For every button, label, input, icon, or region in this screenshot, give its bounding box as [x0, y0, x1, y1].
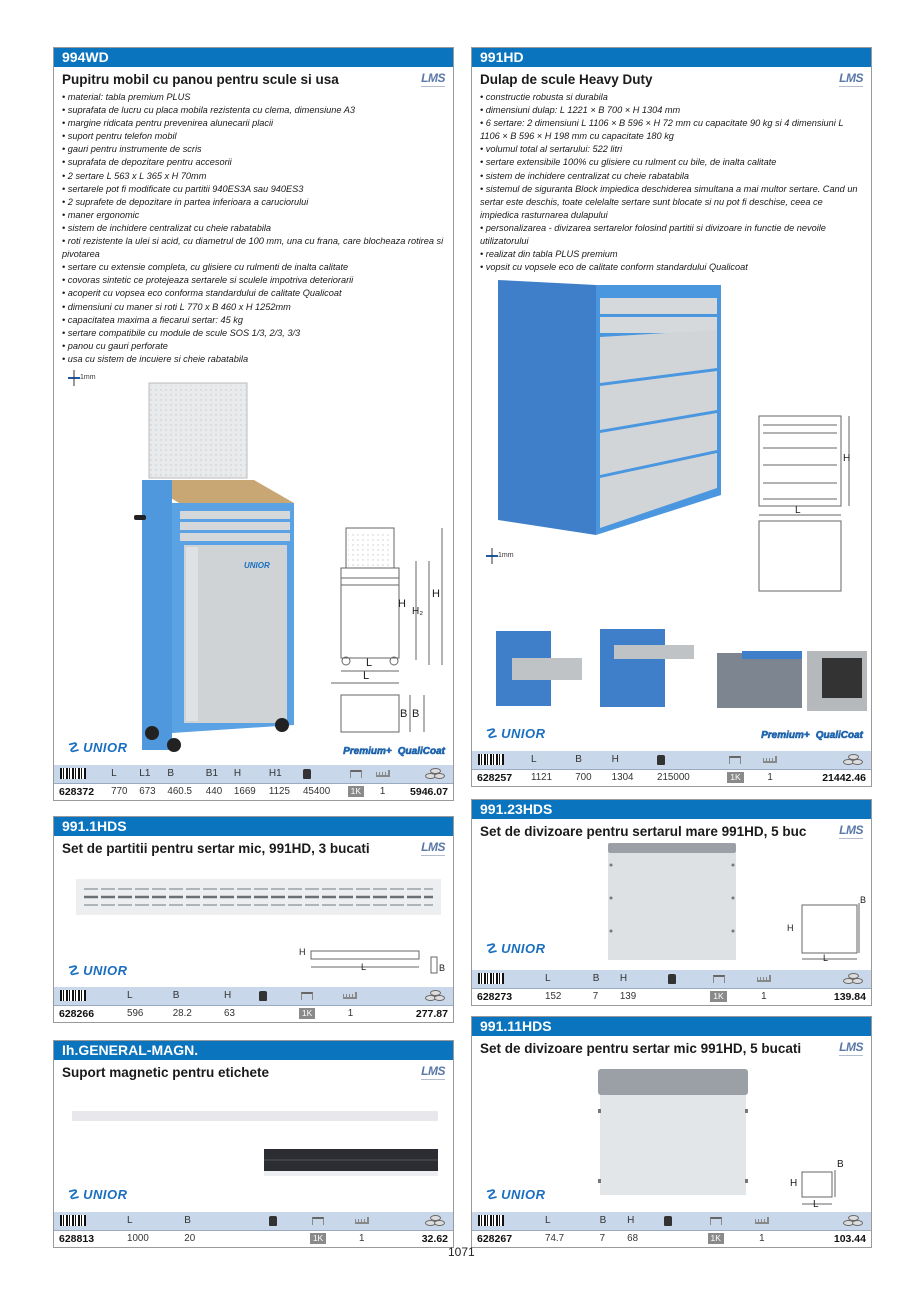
weight-value — [661, 1230, 691, 1247]
table-row — [472, 988, 871, 1005]
dim-label-b: B — [837, 1159, 844, 1170]
feature-item: • sertarele pot fi modificate cu partitii 940ES3A sau 940ES3 — [62, 183, 445, 196]
article-code: 628267 — [477, 1232, 513, 1245]
product-title — [54, 1060, 453, 1084]
weight-icon — [668, 974, 676, 984]
cell-value: 673 — [139, 786, 156, 798]
feature-item: • 6 sertare: 2 dimensiuni L 1106 × B 596 × H 72 mm cu capacitate 90 kg si 4 dimensiuni L 1106 × B 596 × H 198 mm cu capacitate 180 kg — [480, 117, 863, 143]
feature-item: • realizat din tabla PLUS premium — [480, 248, 863, 261]
article-code: 628813 — [59, 1232, 95, 1245]
unior-logo — [68, 1187, 128, 1203]
feature-item: • suport pentru telefon mobil — [62, 130, 445, 143]
unior-logo — [486, 1187, 546, 1203]
price-value: 5946.07 — [410, 785, 448, 798]
col-header: L — [127, 1215, 133, 1227]
product-card-991-1hds — [53, 816, 454, 1023]
spec-table — [54, 1212, 453, 1247]
feature-item: • acoperit cu vopsea eco conforma standardului de calitate Qualicoat — [62, 287, 445, 300]
dim-label-h2: H₂ — [412, 606, 424, 617]
cell-value: 1304 — [611, 772, 634, 784]
quantity-icon — [376, 770, 390, 777]
cell-value: 1669 — [233, 786, 256, 798]
feature-item: • sertare compatibile cu module de scule SOS 1/3, 2/3, 3/3 — [62, 327, 445, 340]
cell-value: 596 — [127, 1008, 144, 1020]
product-code-header: 991HD — [472, 48, 871, 67]
spec-table — [472, 1212, 871, 1247]
price-value: 32.62 — [421, 1232, 448, 1245]
dim-label-l: L — [823, 953, 829, 963]
unior-logo — [68, 740, 128, 756]
lms-logo-icon: LMS — [839, 1040, 863, 1054]
cell-value: 460.5 — [167, 786, 192, 798]
barcode-icon — [478, 754, 504, 765]
col-header: H — [627, 1215, 635, 1227]
cell-value: 440 — [205, 786, 223, 798]
article-code: 628372 — [59, 785, 95, 798]
col-header: H — [619, 973, 628, 985]
qty-value: 1 — [347, 1008, 354, 1020]
feature-list — [54, 91, 453, 366]
col-header: H — [611, 754, 619, 766]
dim-label-h: H — [432, 588, 440, 600]
premium-badge: Premium+ — [761, 730, 810, 741]
technical-drawing — [326, 523, 451, 733]
unior-logo — [68, 963, 128, 979]
col-header: B — [599, 1215, 607, 1227]
cell-value: 1121 — [531, 772, 553, 784]
feature-item: • sistem de inchidere centralizat cu cheie rabatabila — [480, 170, 863, 183]
qualicoat-badge: QualiCoat — [815, 730, 863, 741]
feature-item: • suprafata de depozitare pentru accesorii — [62, 156, 445, 169]
price-coins-icon — [425, 990, 447, 1002]
package-icon — [713, 975, 725, 983]
feature-list — [472, 91, 871, 274]
col-header: L1 — [139, 768, 151, 780]
price-coins-icon — [843, 1215, 865, 1227]
cell-value: 1000 — [127, 1233, 149, 1245]
col-header: B1 — [205, 768, 219, 780]
feature-item: • maner ergonomic — [62, 209, 445, 222]
lms-logo-icon: LMS — [421, 71, 445, 85]
article-code: 628273 — [477, 990, 513, 1003]
quantity-icon — [355, 1217, 369, 1224]
col-header: H — [224, 990, 232, 1002]
lms-logo-icon: LMS — [839, 71, 863, 85]
weight-value — [256, 1005, 285, 1022]
col-header: B — [592, 973, 600, 985]
product-title-text: Set de divizoare pentru sertarul mare 991HD, 5 buc — [480, 824, 807, 839]
lms-logo-icon: LMS — [421, 1064, 445, 1078]
col-header: B — [184, 1215, 191, 1227]
unior-logo — [486, 941, 546, 957]
premium-badge: Premium+ — [343, 746, 392, 757]
product-card-994wd — [53, 47, 454, 801]
dim-label-l: L — [795, 505, 801, 516]
package-icon — [729, 756, 741, 764]
feature-item: • 2 sertare L 563 x L 365 x H 70mm — [62, 170, 445, 183]
quantity-icon — [763, 756, 777, 763]
unior-logo-text: UNIOR — [501, 726, 546, 741]
unior-logo-icon: ☡ — [68, 740, 81, 755]
dim-label-l: L — [361, 962, 367, 972]
thickness-icon — [484, 548, 524, 566]
feature-item: • covoras sintetic ce protejeaza sertarele si sculele impotriva deteriorarii — [62, 274, 445, 287]
feature-item: • sertare extensibile 100% cu glisiere cu rulment cu bile, de inalta calitate — [480, 156, 863, 169]
price-value: 103.44 — [833, 1232, 866, 1245]
cell-value: 700 — [575, 772, 592, 784]
product-title — [472, 67, 871, 91]
spec-table — [472, 751, 871, 786]
qualicoat-badge: QualiCoat — [397, 746, 445, 757]
feature-item: • panou cu gauri perforate — [62, 340, 445, 353]
price-coins-icon — [425, 768, 447, 780]
feature-item: • sertare cu extensie completa, cu glisiere cu rulmenti de inalta calitate — [62, 261, 445, 274]
feature-item: • dimensiuni dulap: L 1221 × B 700 × H 1304 mm — [480, 104, 863, 117]
product-code-header: 991.11HDS — [472, 1017, 871, 1036]
qty-value: 1 — [761, 991, 767, 1003]
package-icon — [710, 1217, 722, 1225]
weight-value: 45400 — [302, 786, 331, 798]
product-title-text: Dulap de scule Heavy Duty — [480, 72, 653, 87]
svg-text:UNIOR: UNIOR — [244, 561, 270, 570]
cell-value: 152 — [545, 991, 562, 1003]
unior-logo-icon: ☡ — [486, 726, 499, 741]
product-card-magnetic-holder — [53, 1040, 454, 1248]
quality-badges — [337, 746, 445, 757]
product-title — [472, 819, 871, 843]
price-coins-icon — [425, 1215, 447, 1227]
unior-logo-icon: ☡ — [68, 1187, 81, 1202]
cell-value: 7 — [599, 1233, 606, 1245]
col-header: L — [127, 990, 133, 1002]
col-header: H — [233, 768, 242, 780]
feature-item: • margine ridicata pentru prevenirea alunecarii placii — [62, 117, 445, 130]
page-number: 1071 — [448, 1245, 475, 1259]
price-coins-icon — [843, 754, 865, 766]
technical-drawing — [757, 413, 852, 598]
price-coins-icon — [843, 973, 865, 985]
unior-logo-text: UNIOR — [83, 1187, 128, 1202]
col-header: B — [167, 768, 175, 780]
product-image-divider — [608, 843, 736, 960]
feature-item: • constructie robusta si durabila — [480, 91, 863, 104]
product-code-header: 991.1HDS — [54, 817, 453, 836]
lms-logo-icon: LMS — [421, 840, 445, 854]
qty-value: 1 — [759, 1233, 765, 1245]
feature-item: • sistem de inchidere centralizat cu cheie rabatabila — [62, 222, 445, 235]
dim-label-b: B — [400, 708, 408, 720]
feature-item: • 2 suprafete de depozitare in partea inferioara a caruciorului — [62, 196, 445, 209]
feature-item: • volumul total al sertarului: 522 litri — [480, 143, 863, 156]
weight-value — [266, 1230, 295, 1247]
dim-label-b: B — [412, 708, 420, 720]
barcode-icon — [60, 768, 86, 779]
article-code: 628266 — [59, 1007, 95, 1020]
cell-value: 68 — [627, 1233, 639, 1245]
price-value: 139.84 — [833, 990, 866, 1003]
col-header: L — [545, 1215, 551, 1227]
dim-label-l: L — [813, 1199, 819, 1210]
dim-label-b: B — [439, 963, 446, 973]
article-code: 628257 — [477, 771, 513, 784]
cell-value: 63 — [224, 1008, 235, 1020]
col-header: L — [545, 973, 551, 985]
feature-item: • dimensiuni cu maner si roti L 770 x B 460 x H 1252mm — [62, 301, 445, 314]
drawer-detail-images — [492, 623, 867, 713]
unior-logo-text: UNIOR — [501, 1187, 546, 1202]
technical-drawing — [787, 895, 872, 965]
dim-label-l: L — [366, 657, 373, 669]
feature-item: • suprafata de lucru cu placa mobila rezistenta cu clema, dimensiune A3 — [62, 104, 445, 117]
dim-label-h: H — [790, 1178, 798, 1189]
pack-badge: 1K — [727, 772, 743, 783]
thickness-label: 1mm — [498, 552, 514, 559]
feature-item: • usa cu sistem de incuiere si cheie rabatabila — [62, 353, 445, 366]
barcode-icon — [60, 1215, 86, 1226]
pack-badge: 1K — [310, 1233, 326, 1244]
thickness-label: 1mm — [80, 374, 96, 381]
product-title-text: Set de partitii pentru sertar mic, 991HD, 3 bucati — [62, 841, 370, 856]
weight-icon — [664, 1216, 672, 1226]
unior-logo — [486, 726, 546, 742]
table-row — [54, 783, 453, 800]
dim-label-h: H — [299, 947, 306, 957]
product-card-991-23hds — [471, 799, 872, 1006]
product-image-magnetic-strip — [72, 1109, 438, 1179]
unior-logo-text: UNIOR — [501, 941, 546, 956]
product-image-mobile-desk — [134, 373, 334, 753]
dim-label-h: H — [787, 923, 794, 933]
technical-drawing — [787, 1159, 872, 1212]
dim-label-b: B — [860, 895, 867, 905]
technical-drawing — [299, 947, 449, 977]
package-icon — [312, 1217, 324, 1225]
product-code-header: Ih.GENERAL-MAGN. — [54, 1041, 453, 1060]
product-code-header: 994WD — [54, 48, 453, 67]
feature-item: • gauri pentru instrumente de scris — [62, 143, 445, 156]
unior-logo-icon: ☡ — [486, 941, 499, 956]
price-value: 277.87 — [415, 1007, 448, 1020]
feature-item: • personalizarea - divizarea sertarelor folosind partitii si divizoare in functie de nevoile utilizatorului — [480, 222, 863, 248]
pack-badge: 1K — [710, 991, 726, 1002]
qty-value: 1 — [767, 772, 773, 784]
qty-value: 1 — [358, 1233, 365, 1245]
product-title — [54, 67, 453, 91]
dim-label-l: L — [363, 670, 370, 682]
barcode-icon — [478, 1215, 504, 1226]
cell-value: 1125 — [268, 786, 290, 798]
feature-item: • capacitatea maxima a fiecarui sertar: 45 kg — [62, 314, 445, 327]
col-header: B — [172, 990, 180, 1002]
dim-label-h: H — [843, 453, 851, 464]
unior-logo-text: UNIOR — [83, 963, 128, 978]
lms-logo-icon: LMS — [839, 823, 863, 837]
table-row — [54, 1005, 453, 1022]
price-value: 21442.46 — [822, 771, 866, 784]
pack-badge: 1K — [348, 786, 364, 797]
dim-label-h: H — [398, 598, 406, 610]
qty-value: 1 — [379, 786, 386, 798]
product-card-991hd — [471, 47, 872, 787]
feature-item: • sistemul de siguranta Block impiedica deschiderea simultana a mai multor sertare. Cand un sertar este deschis, toate celelalte sertare sunt blocate si nu pot fi deschise, ceea ce impiedica rasturnarea dulapului — [480, 183, 863, 222]
col-header: L — [531, 754, 537, 766]
quantity-icon — [755, 1217, 769, 1224]
package-icon — [301, 992, 313, 1000]
unior-logo-icon: ☡ — [486, 1187, 499, 1202]
product-image-partitions — [76, 879, 441, 915]
product-title-text: Suport magnetic pentru etichete — [62, 1065, 270, 1080]
package-icon — [350, 770, 362, 778]
spec-table — [54, 765, 453, 800]
feature-item: • roti rezistente la ulei si acid, cu diametrul de 100 mm, una cu frana, care blocheaza rotirea si pivotarea — [62, 235, 445, 261]
product-title — [472, 1036, 871, 1060]
pack-badge: 1K — [708, 1233, 724, 1244]
product-title-text: Pupitru mobil cu panou pentru scule si usa — [62, 72, 339, 87]
table-row — [472, 1230, 871, 1247]
weight-icon — [269, 1216, 277, 1226]
product-card-991-11hds — [471, 1016, 872, 1248]
weight-value: 215000 — [657, 772, 690, 784]
cell-value: 28.2 — [172, 1008, 192, 1020]
cell-value: 139 — [619, 991, 637, 1003]
barcode-icon — [60, 990, 86, 1001]
col-header: L — [111, 768, 117, 780]
col-header: H1 — [268, 768, 282, 780]
quantity-icon — [343, 992, 357, 999]
feature-item: • vopsit cu vopsele eco de calitate conform standardului Qualicoat — [480, 261, 863, 274]
thickness-icon — [66, 370, 106, 388]
col-header: B — [575, 754, 582, 766]
spec-table — [472, 970, 871, 1005]
table-row — [472, 769, 871, 786]
table-row — [54, 1230, 453, 1247]
product-title — [54, 836, 453, 860]
quantity-icon — [757, 975, 771, 982]
product-image-cabinet — [496, 280, 728, 535]
weight-icon — [657, 755, 665, 765]
feature-item: • material: tabla premium PLUS — [62, 91, 445, 104]
product-code-header: 991.23HDS — [472, 800, 871, 819]
cell-value: 74.7 — [545, 1233, 565, 1245]
pack-badge: 1K — [299, 1008, 315, 1019]
spec-table — [54, 987, 453, 1022]
cell-value: 7 — [592, 991, 599, 1003]
weight-icon — [259, 991, 267, 1001]
barcode-icon — [478, 973, 504, 984]
unior-logo-icon: ☡ — [68, 963, 81, 978]
quality-badges — [755, 730, 863, 741]
unior-logo-text: UNIOR — [83, 740, 128, 755]
product-title-text: Set de divizoare pentru sertar mic 991HD, 5 bucati — [480, 1041, 802, 1056]
cell-value: 20 — [184, 1233, 196, 1245]
weight-value — [665, 988, 695, 1005]
cell-value: 770 — [111, 786, 128, 798]
product-image-divider — [598, 1069, 748, 1201]
weight-icon — [303, 769, 311, 779]
